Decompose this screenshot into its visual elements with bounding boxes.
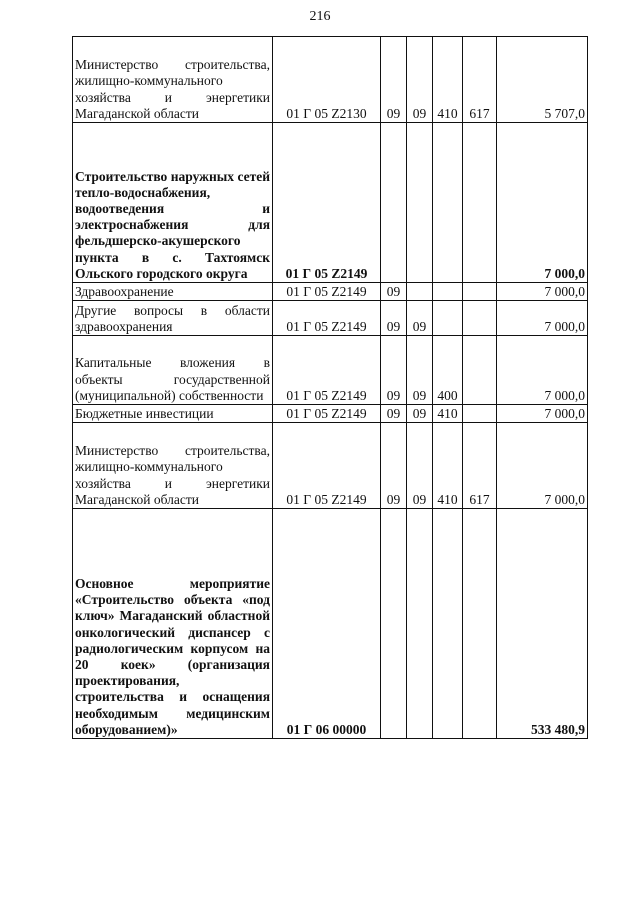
- row-amount: 533 480,9: [497, 509, 588, 739]
- row-section: 09: [381, 37, 407, 123]
- row-name: Капитальные вложения в объекты государственной (муниципальной) собственности: [73, 336, 273, 405]
- row-administrator: [463, 405, 497, 423]
- row-code: 01 Г 06 00000: [273, 509, 381, 739]
- row-name: Бюджетные инвестиции: [73, 405, 273, 423]
- row-subsection: [407, 283, 433, 301]
- row-expense-type: 410: [433, 405, 463, 423]
- table-row: [73, 283, 588, 301]
- row-expense-type: 410: [433, 37, 463, 123]
- row-section: [381, 509, 407, 739]
- row-subsection: 09: [407, 336, 433, 405]
- row-amount: 7 000,0: [497, 405, 588, 423]
- row-subsection: 09: [407, 301, 433, 336]
- row-subsection: 09: [407, 405, 433, 423]
- row-administrator: [463, 336, 497, 405]
- table-row: [73, 336, 588, 405]
- table-row: [73, 405, 588, 423]
- table-row: [73, 423, 588, 509]
- row-name: Министерство строительства, жилищно-коммунального хозяйства и энергетики Магаданской области: [73, 37, 273, 123]
- row-section: 09: [381, 301, 407, 336]
- row-amount: 7 000,0: [497, 283, 588, 301]
- row-expense-type: 410: [433, 423, 463, 509]
- row-administrator: 617: [463, 423, 497, 509]
- page-number: 216: [309, 9, 331, 24]
- row-code: 01 Г 05 Z2130: [273, 37, 381, 123]
- row-section: 09: [381, 405, 407, 423]
- row-amount: 7 000,0: [497, 423, 588, 509]
- table-row: [73, 37, 588, 123]
- row-code: 01 Г 05 Z2149: [273, 423, 381, 509]
- row-section: 09: [381, 336, 407, 405]
- row-administrator: [463, 509, 497, 739]
- row-code: 01 Г 05 Z2149: [273, 283, 381, 301]
- row-code: 01 Г 05 Z2149: [273, 123, 381, 283]
- row-name: Строительство наружных сетей тепло-водоснабжения, водоотведения и электроснабжения для фельдшерско-акушерского пункта в с. Тахтоямск Ольского городского округа: [73, 123, 273, 283]
- row-amount: 7 000,0: [497, 336, 588, 405]
- row-amount: 5 707,0: [497, 37, 588, 123]
- row-name: Другие вопросы в области здравоохранения: [73, 301, 273, 336]
- table-row: [73, 509, 588, 739]
- row-amount: 7 000,0: [497, 123, 588, 283]
- row-name: Основное мероприятие «Строительство объекта «под ключ» Магаданский областной онкологический диспансер с радиологическим корпусом на 20 коек» (организация проектирования, строительства и оснащения необходимым медицинским оборудованием)»: [73, 509, 273, 739]
- row-section: 09: [381, 283, 407, 301]
- row-name: Министерство строительства, жилищно-коммунального хозяйства и энергетики Магаданской области: [73, 423, 273, 509]
- row-subsection: 09: [407, 37, 433, 123]
- budget-table: [72, 36, 588, 739]
- row-code: 01 Г 05 Z2149: [273, 336, 381, 405]
- row-administrator: 617: [463, 37, 497, 123]
- row-subsection: 09: [407, 423, 433, 509]
- row-administrator: [463, 301, 497, 336]
- row-administrator: [463, 283, 497, 301]
- row-name: Здравоохранение: [73, 283, 273, 301]
- row-code: 01 Г 05 Z2149: [273, 405, 381, 423]
- row-administrator: [463, 123, 497, 283]
- row-expense-type: [433, 123, 463, 283]
- row-expense-type: [433, 283, 463, 301]
- table-row: [73, 301, 588, 336]
- table-row: [73, 123, 588, 283]
- row-section: 09: [381, 423, 407, 509]
- row-section: [381, 123, 407, 283]
- row-subsection: [407, 509, 433, 739]
- row-amount: 7 000,0: [497, 301, 588, 336]
- row-expense-type: [433, 301, 463, 336]
- row-expense-type: 400: [433, 336, 463, 405]
- row-subsection: [407, 123, 433, 283]
- row-expense-type: [433, 509, 463, 739]
- row-code: 01 Г 05 Z2149: [273, 301, 381, 336]
